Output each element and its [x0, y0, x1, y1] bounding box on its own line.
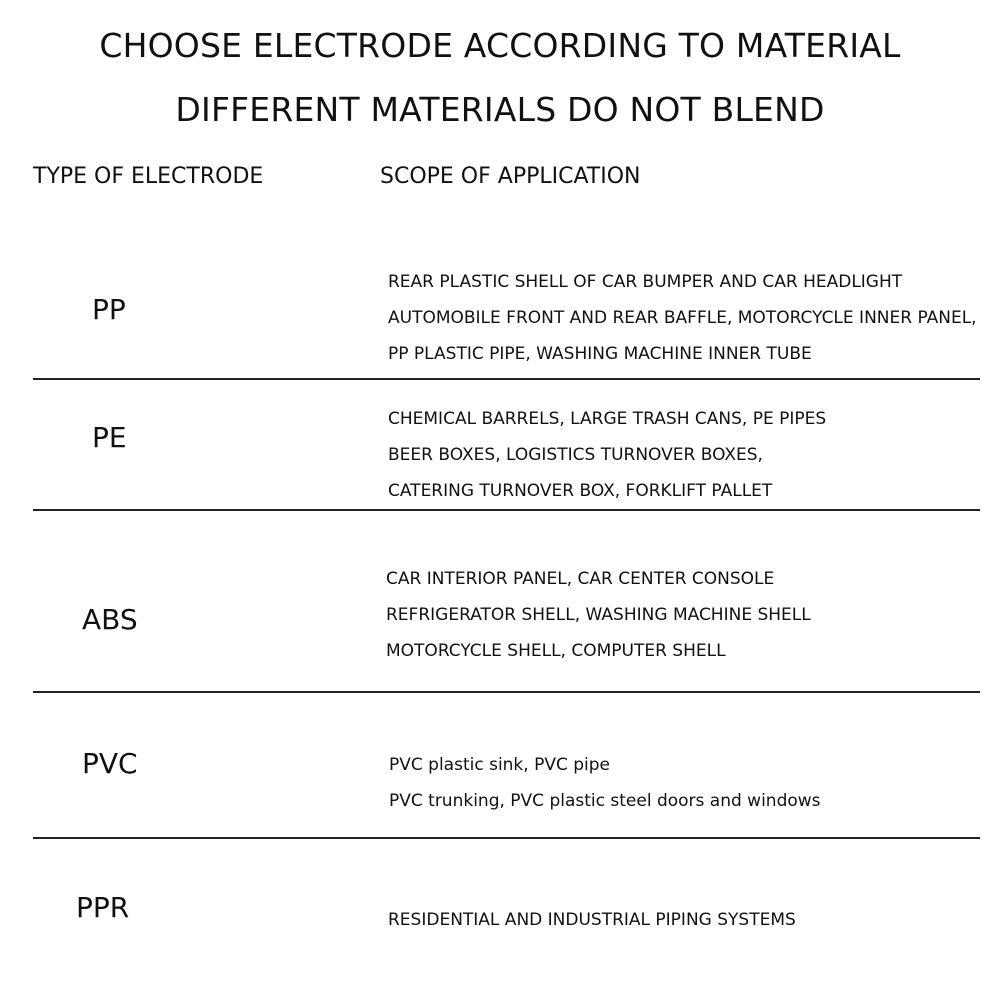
application-line: CHEMICAL BARRELS, LARGE TRASH CANS, PE PIPES: [388, 409, 827, 429]
page-title: CHOOSE ELECTRODE ACCORDING TO MATERIAL: [99, 26, 901, 65]
page-subtitle: DIFFERENT MATERIALS DO NOT BLEND: [175, 90, 825, 129]
application-line: REAR PLASTIC SHELL OF CAR BUMPER AND CAR HEADLIGHT: [388, 272, 903, 292]
row-divider: [33, 509, 980, 511]
electrode-type-ppr: PPR: [76, 891, 130, 924]
application-line: MOTORCYCLE SHELL, COMPUTER SHELL: [386, 641, 726, 661]
application-list-abs: [386, 561, 811, 669]
electrode-type-pvc: PVC: [82, 747, 138, 780]
application-line: REFRIGERATOR SHELL, WASHING MACHINE SHELL: [386, 605, 811, 625]
application-line: PVC trunking, PVC plastic steel doors and windows: [389, 791, 821, 811]
application-list-ppr: [388, 902, 796, 938]
application-list-pe: [388, 401, 826, 509]
application-list-pvc: [389, 747, 821, 819]
row-divider: [33, 378, 980, 380]
application-list-pp: [388, 264, 977, 372]
electrode-type-pp: PP: [92, 293, 126, 326]
application-line: CAR INTERIOR PANEL, CAR CENTER CONSOLE: [386, 569, 775, 589]
row-divider: [33, 691, 980, 693]
electrode-type-abs: ABS: [82, 603, 138, 636]
row-divider: [33, 837, 980, 839]
application-line: PP PLASTIC PIPE, WASHING MACHINE INNER TUBE: [388, 344, 812, 364]
application-line: PVC plastic sink, PVC pipe: [389, 755, 611, 775]
column-header-type: TYPE OF ELECTRODE: [33, 164, 264, 189]
column-header-scope: SCOPE OF APPLICATION: [380, 164, 641, 189]
application-line: CATERING TURNOVER BOX, FORKLIFT PALLET: [388, 481, 773, 501]
application-line: RESIDENTIAL AND INDUSTRIAL PIPING SYSTEMS: [388, 910, 796, 930]
application-line: BEER BOXES, LOGISTICS TURNOVER BOXES,: [388, 445, 763, 465]
electrode-type-pe: PE: [92, 421, 127, 454]
application-line: AUTOMOBILE FRONT AND REAR BAFFLE, MOTORCYCLE INNER PANEL,: [388, 308, 977, 328]
